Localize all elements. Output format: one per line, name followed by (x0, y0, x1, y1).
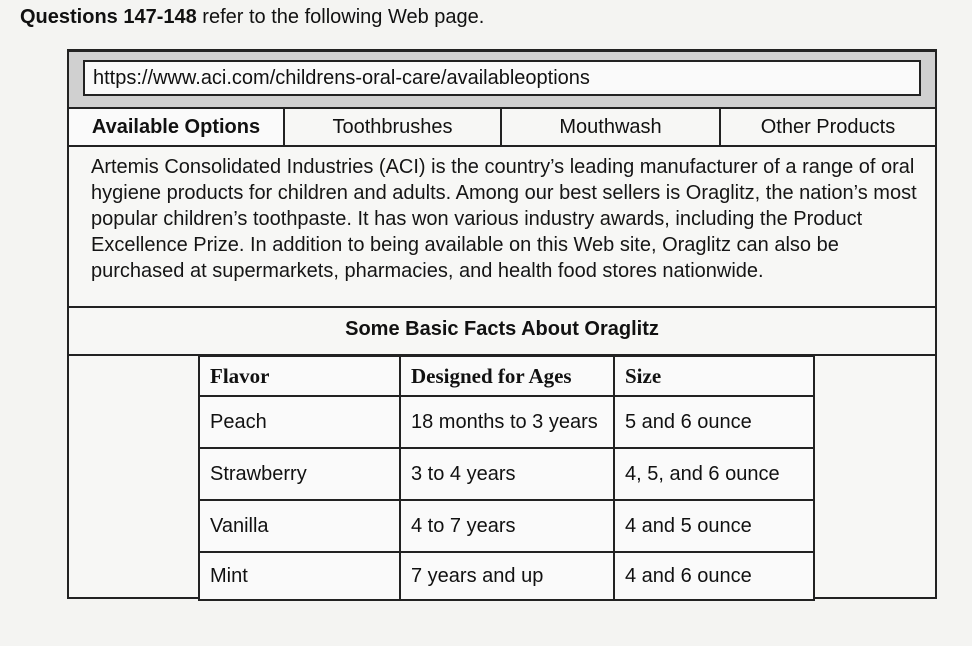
question-instruction: refer to the following Web page. (196, 6, 485, 28)
table-row (199, 500, 814, 552)
nav-tabs (69, 107, 935, 147)
tab-available-options[interactable]: Available Options (69, 109, 283, 145)
tab-mouthwash[interactable]: Mouthwash (500, 109, 719, 145)
url-field[interactable]: https://www.aci.com/childrens-oral-care/availableoptions (83, 60, 921, 96)
tab-toothbrushes[interactable]: Toothbrushes (283, 109, 500, 145)
address-bar (69, 52, 935, 107)
table-header-row (199, 356, 814, 396)
cell-flavor: Strawberry (199, 448, 400, 500)
facts-table (198, 355, 815, 601)
table-row (199, 396, 814, 448)
cell-ages: 4 to 7 years (400, 500, 614, 552)
intro-paragraph: Artemis Consolidated Industries (ACI) is the country’s leading manufacturer of a range of oral hygiene products for children and adults. Among our best sellers is Oraglitz, the nation’s most popular children’s toothpaste. It has won various industry awards, including the Product Excellence Prize. In addition to being available on this Web site, Oraglitz can also be purchased at supermarkets, pharmacies, and health food stores nationwide. (91, 156, 917, 282)
cell-ages: 18 months to 3 years (400, 396, 614, 448)
header-size: Size (614, 356, 814, 396)
table-row (199, 448, 814, 500)
table-row (199, 552, 814, 600)
cell-flavor: Peach (199, 396, 400, 448)
facts-title: Some Basic Facts About Oraglitz (345, 318, 659, 340)
header-ages: Designed for Ages (400, 356, 614, 396)
web-page-frame (67, 49, 937, 599)
cell-size: 4, 5, and 6 ounce (614, 448, 814, 500)
cell-ages: 3 to 4 years (400, 448, 614, 500)
question-header (20, 6, 484, 29)
section-divider (69, 306, 935, 308)
cell-size: 4 and 6 ounce (614, 552, 814, 600)
header-flavor: Flavor (199, 356, 400, 396)
cell-flavor: Mint (199, 552, 400, 600)
question-number: Questions 147-148 (20, 6, 197, 28)
cell-ages: 7 years and up (400, 552, 614, 600)
tab-other-products[interactable]: Other Products (719, 109, 935, 145)
cell-size: 4 and 5 ounce (614, 500, 814, 552)
cell-flavor: Vanilla (199, 500, 400, 552)
cell-size: 5 and 6 ounce (614, 396, 814, 448)
